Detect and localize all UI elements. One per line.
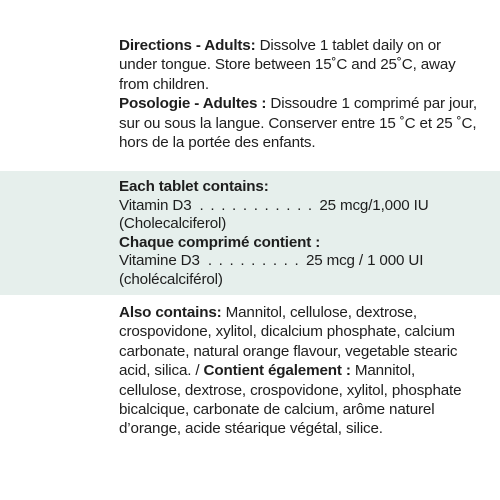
vitamin-d3-row-french [119, 252, 439, 271]
directions-french-text: Dissoudre 1 comprimé par jour, sur ou sous la langue. Conserver entre 15 ˚C et 25 ˚C, hors de la portée des enfants. [119, 95, 477, 152]
also-contains-label: Also contains: [119, 304, 222, 321]
non-medicinal-section [0, 303, 500, 439]
ingredient-amount-french: 25 mcg / 1 000 UI [305, 252, 424, 270]
medicinal-ingredients-band [0, 171, 500, 295]
contient-egalement-label: Contient également : [203, 362, 351, 380]
directions-english-text: Dissolve 1 tablet daily on or under tongue. Store between 15˚C and 25˚C, away from children. [119, 37, 456, 93]
ingredient-name-french: Vitamine D3 [119, 252, 200, 270]
directions-french [119, 94, 480, 152]
ingredient-source-english: (Cholecalciferol) [119, 215, 227, 233]
vitamin-d3-row-english [119, 197, 439, 216]
chaque-comprime-heading: Chaque comprimé contient : [119, 233, 321, 251]
ingredient-source-french: (cholécalciférol) [119, 270, 223, 288]
leader-dots: . . . . . . . . . . . [199, 196, 314, 214]
also-contains-text [119, 303, 480, 439]
contient-egalement-list: Mannitol, cellulose, dextrose, crospovidone, xylitol, phosphate bicalcique, carbonate de calcium, arôme naturel d’orange, acide stéarique végétal, silice. [119, 362, 462, 438]
directions-section [0, 36, 500, 152]
leader-dots-french: . . . . . . . . . [207, 252, 300, 270]
ingredient-name: Vitamin D3 [119, 196, 192, 214]
directions-french-label: Posologie - Adultes : [119, 95, 267, 113]
directions-english [119, 36, 480, 94]
directions-english-label: Directions - Adults: [119, 37, 256, 54]
also-contains-list: Mannitol, cellulose, dextrose, crospovidone, xylitol, dicalcium phosphate, calcium carbonate, natural orange flavour, vegetable stearic acid, silica. / [119, 304, 458, 380]
each-tablet-heading: Each tablet contains: [119, 178, 269, 195]
ingredient-amount: 25 mcg/1,000 IU [319, 196, 429, 214]
